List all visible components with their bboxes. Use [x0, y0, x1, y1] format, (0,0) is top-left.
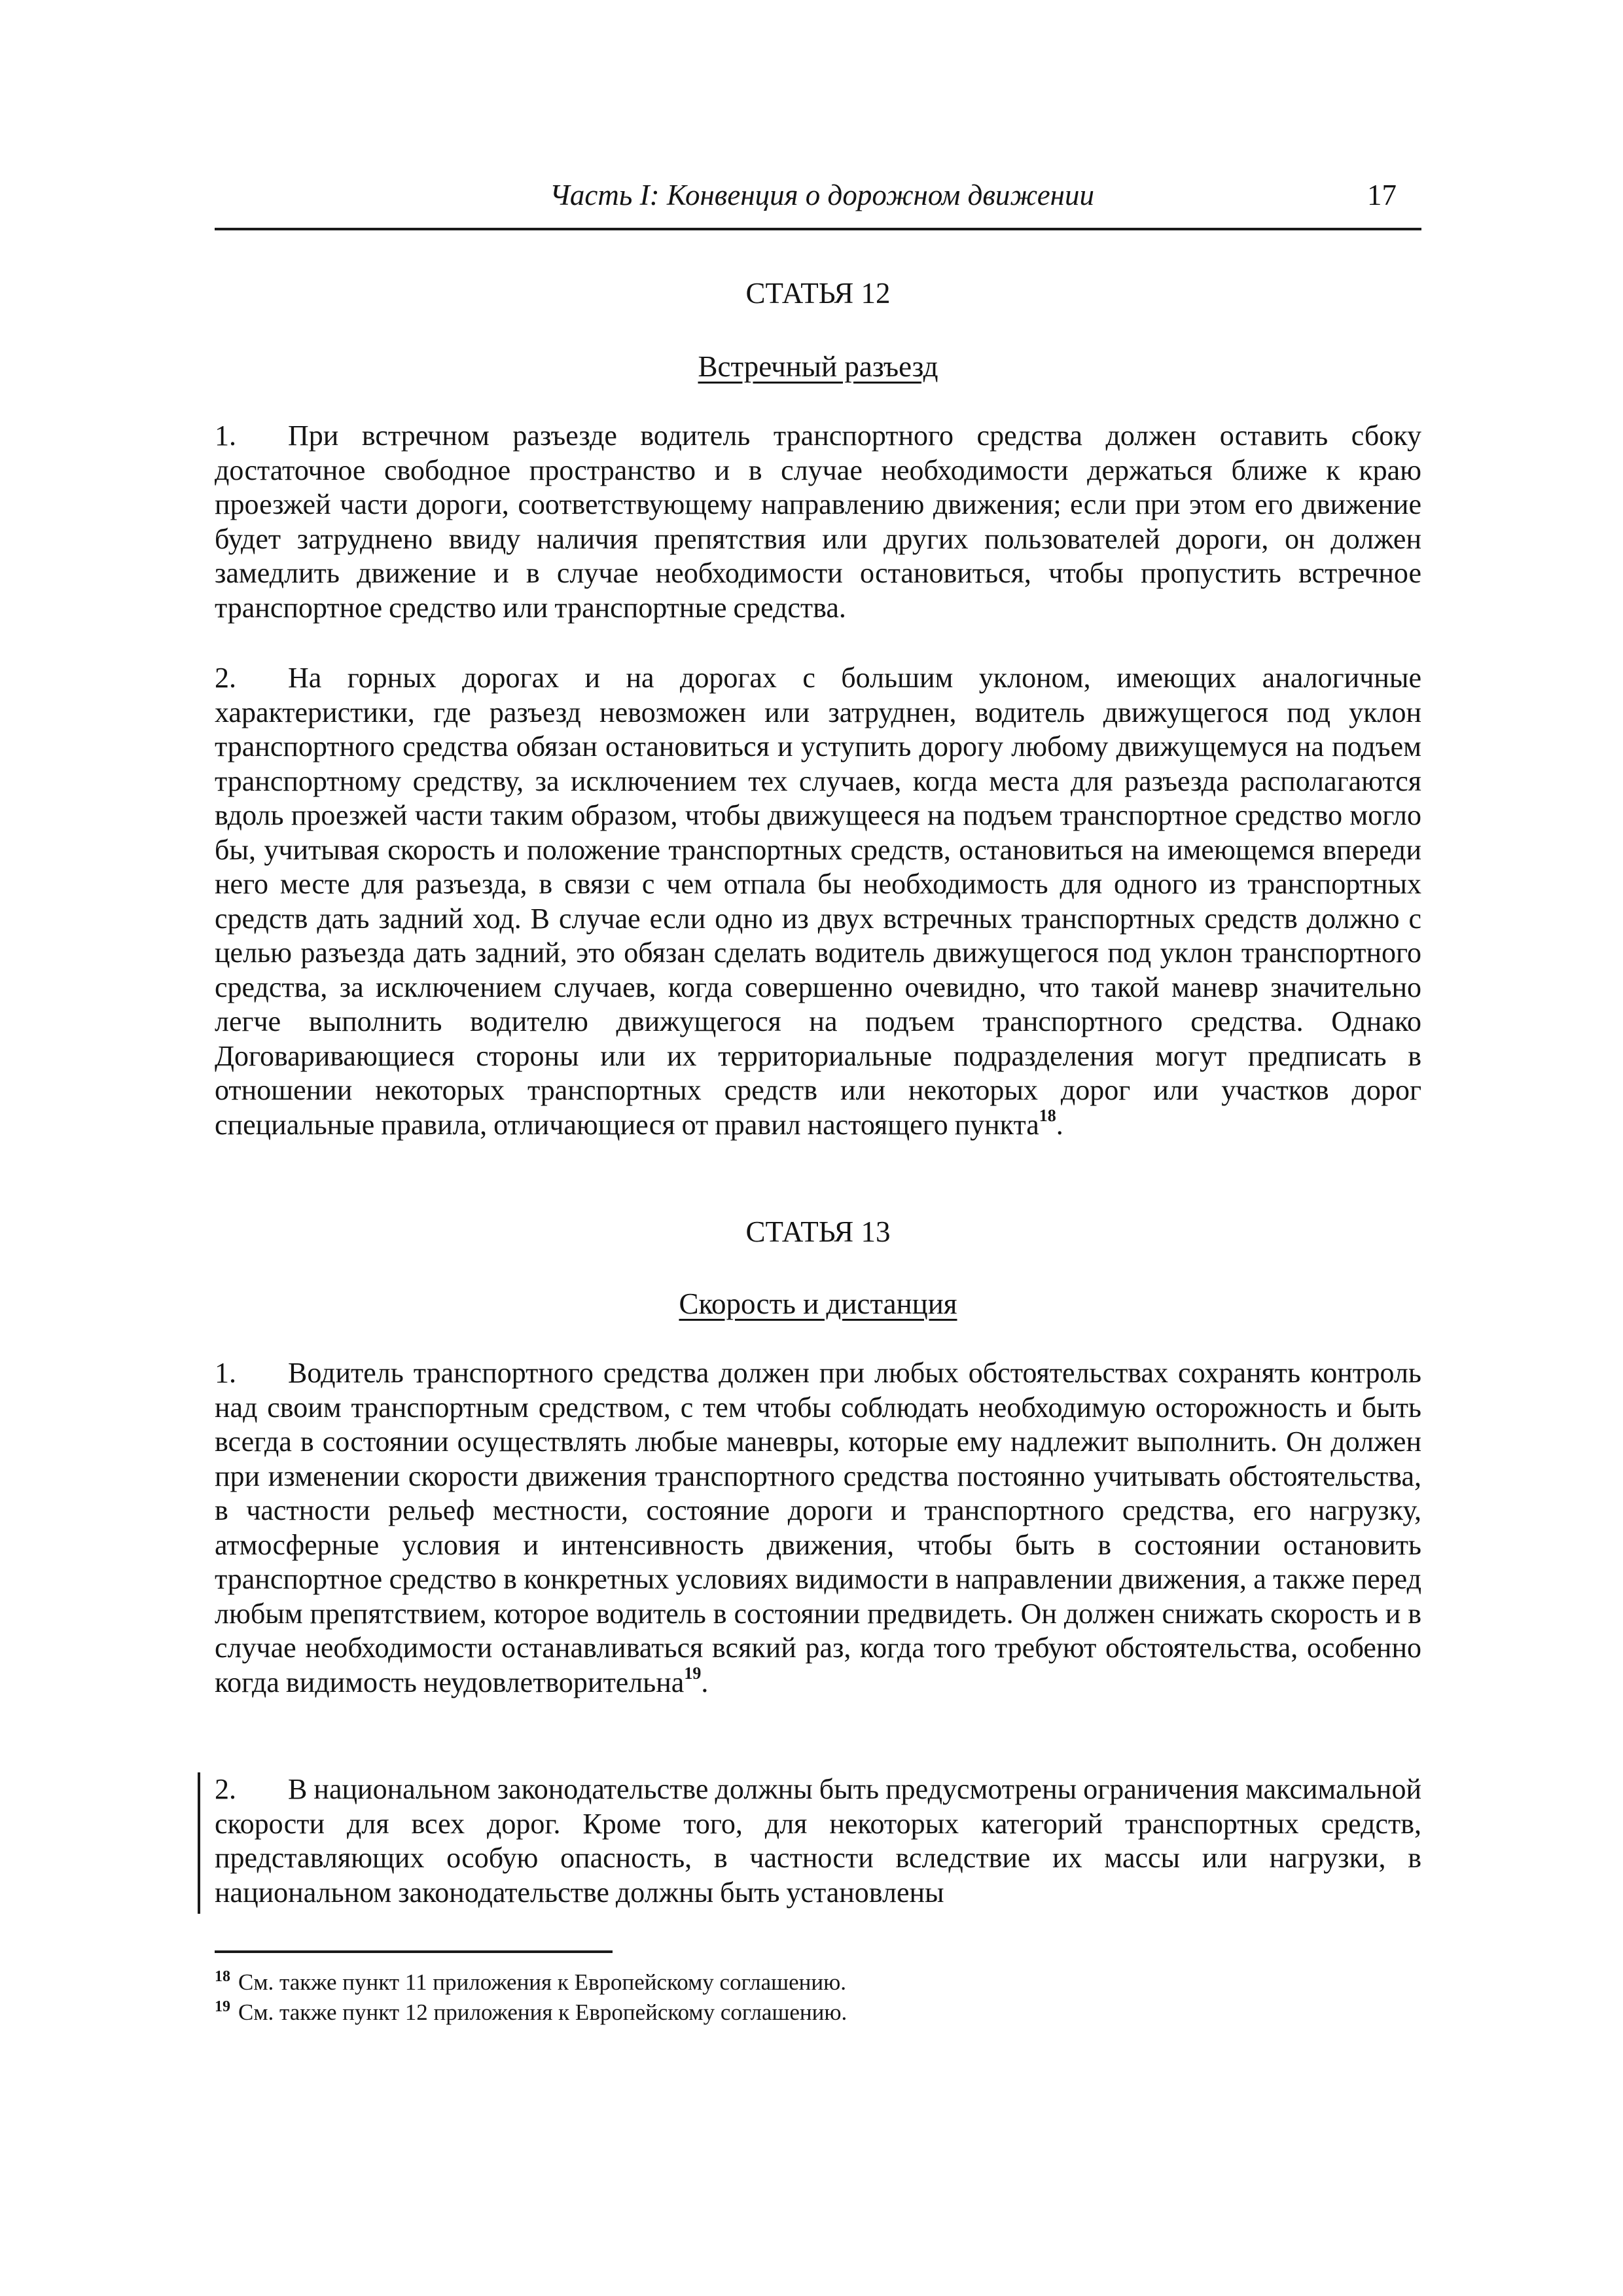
paragraph-text: Водитель транспортного средства должен при любых обстоятельствах сохранять контроль над своим транспортным средством, с тем чтобы соблюдать необходимую осторожность и быть всегда в состоянии осуществлять любые маневры, которые ему надлежит выполнить. Он должен при изменении скорости движения транспортного средства постоянно учитывать обстоятельства, в частности рельеф местности, состояние дороги и транспортного средства, его нагрузку, атмосферные условия и интенсивность движения, чтобы быть в состоянии остановить транспортное средство в конкретных условиях видимости в направлении движения, а также перед любым препятствием, которое водитель в состоянии предвидеть. Он должен снижать скорость и в случае необходимости останавливаться всякий раз, когда того требуют обстоятельства, особенно когда видимость неудовлетворительна [215, 1357, 1421, 1698]
footnote-text: См. также пункт 12 приложения к Европейскому соглашению. [238, 2000, 847, 2025]
revision-change-bar [198, 1772, 200, 1914]
paragraph-number: 1. [215, 420, 236, 452]
article-13-paragraph-1: 1. Водитель транспортного средства должен при любых обстоятельствах сохранять контроль над своим транспортным средством, с тем чтобы соблюдать необходимую осторожность и быть всегда в состоянии осуществлять любые маневры, которые ему надлежит выполнить. Он должен при изменении скорости движения транспортного средства постоянно учитывать обстоятельства, в частности рельеф местности, состояние дороги и транспортного средства, его нагрузку, атмосферные условия и интенсивность движения, чтобы быть в состоянии остановить транспортное средство в конкретных условиях видимости в направлении движения, а также перед любым препятствием, которое водитель в состоянии предвидеть. Он должен снижать скорость и в случае необходимости останавливаться всякий раз, когда того требуют обстоятельства, особенно когда видимость неудовлетворительна$^{19}$. [215, 1357, 1421, 1698]
paragraph-text: На горных дорогах и на дорогах с большим уклоном, имеющих аналогичные характеристики, где разъезд невозможен или затруднен, водитель движущегося под уклон транспортного средства обязан остановиться и уступить дорогу любому движущемуся на подъем транспортному средству, за исключением тех случаев, когда места для разъезда располагаются вдоль проезжей части таким образом, чтобы движущееся на подъем транспортное средство могло бы, учитывая скорость и положение транспортных средств, остановиться на имеющемся впереди него месте для разъезда, в связи с чем отпала бы необходимость для одного из транспортных средств дать задний ход. В случае если одно из двух встречных транспортных средств должно с целью разъезда дать задний, это обязан сделать водитель движущегося под уклон транспортного средства, за исключением случаев, когда совершенно очевидно, что такой маневр значительно легче выполнить водителю движущегося на подъем транспортного средства. Однако Договаривающиеся стороны или их территориальные подразделения могут предписать в отношении некоторых транспортных средств или некоторых дорог или участков дорог специальные правила, отличающиеся от правил настоящего пункта [215, 662, 1421, 1141]
paragraph-number: 2. [215, 662, 236, 694]
paragraph-text: В национальном законодательстве должны быть предусмотрены ограничения максимальной скорости для всех дорог. Кроме того, для некоторых категорий транспортных средств, представляющих особую опасность, в частности вследствие их массы или нагрузки, в национальном законодательстве должны быть установлены [215, 1773, 1421, 1909]
page-number: 17 [1367, 179, 1397, 211]
footnote-mark: 19 [215, 1998, 230, 2015]
document-page [215, 0, 1421, 2296]
paragraph-number: 2. [215, 1773, 236, 1805]
article-12-subtitle-text: Встречный разъезд [698, 350, 938, 383]
footnote-ref-19[interactable]: 19 [684, 1663, 702, 1683]
article-13-paragraph-2 [215, 1772, 1421, 1910]
running-title: Часть I: Конвенция о дорожном движении [549, 179, 1094, 211]
article-12-subtitle [215, 347, 1421, 386]
article-12-heading: СТАТЬЯ 12 [745, 277, 891, 310]
article-12-paragraph-2: 2. На горных дорогах и на дорогах с большим уклоном, имеющих аналогичные характеристики, где разъезд невозможен или затруднен, водитель движущегося под уклон транспортного средства обязан остановиться и уступить дорогу любому движущемуся на подъем транспортному средству, за исключением тех случаев, когда места для разъезда располагаются вдоль проезжей части таким образом, чтобы движущееся на подъем транспортное средство могло бы, учитывая скорость и положение транспортных средств, остановиться на имеющемся впереди него месте для разъезда, в связи с чем отпала бы необходимость для одного из транспортных средств дать задний ход. В случае если одно из двух встречных транспортных средств должно с целью разъезда дать задний, это обязан сделать водитель движущегося под уклон транспортного средства, за исключением случаев, когда совершенно очевидно, что такой маневр значительно легче выполнить водителю движущегося на подъем транспортного средства. Однако Договаривающиеся стороны или их территориальные подразделения могут предписать в отношении некоторых транспортных средств или некоторых дорог или участков дорог специальные правила, отличающиеся от правил настоящего пункта$^{18}$. [215, 662, 1421, 1141]
footnote-19 [215, 1998, 1421, 2028]
article-12-paragraph-1 [215, 419, 1421, 625]
article-13-heading: СТАТЬЯ 13 [745, 1215, 891, 1248]
footnote-mark: 18 [215, 1968, 230, 1985]
article-13-subtitle-text: Скорость и дистанция [679, 1287, 957, 1320]
footnote-text: См. также пункт 11 приложения к Европейскому соглашению. [238, 1969, 846, 1995]
paragraph-number: 1. [215, 1357, 236, 1389]
footnote-18 [215, 1967, 1421, 1998]
article-13-subtitle [215, 1284, 1421, 1323]
footnote-separator [215, 1950, 613, 1953]
paragraph-text: При встречном разъезде водитель транспортного средства должен оставить сбоку достаточное свободное пространство и в случае необходимости держаться ближе к краю проезжей части дороги, соответствующему направлению движения; если при этом его движение будет затруднено ввиду наличия препятствия или других пользователей дороги, он должен замедлить движение и в случае необходимости остановиться, чтобы пропустить встречное транспортное средство или транспортные средства. [215, 420, 1421, 624]
running-header [215, 171, 1421, 230]
footnote-ref-18[interactable]: 18 [1039, 1105, 1056, 1125]
